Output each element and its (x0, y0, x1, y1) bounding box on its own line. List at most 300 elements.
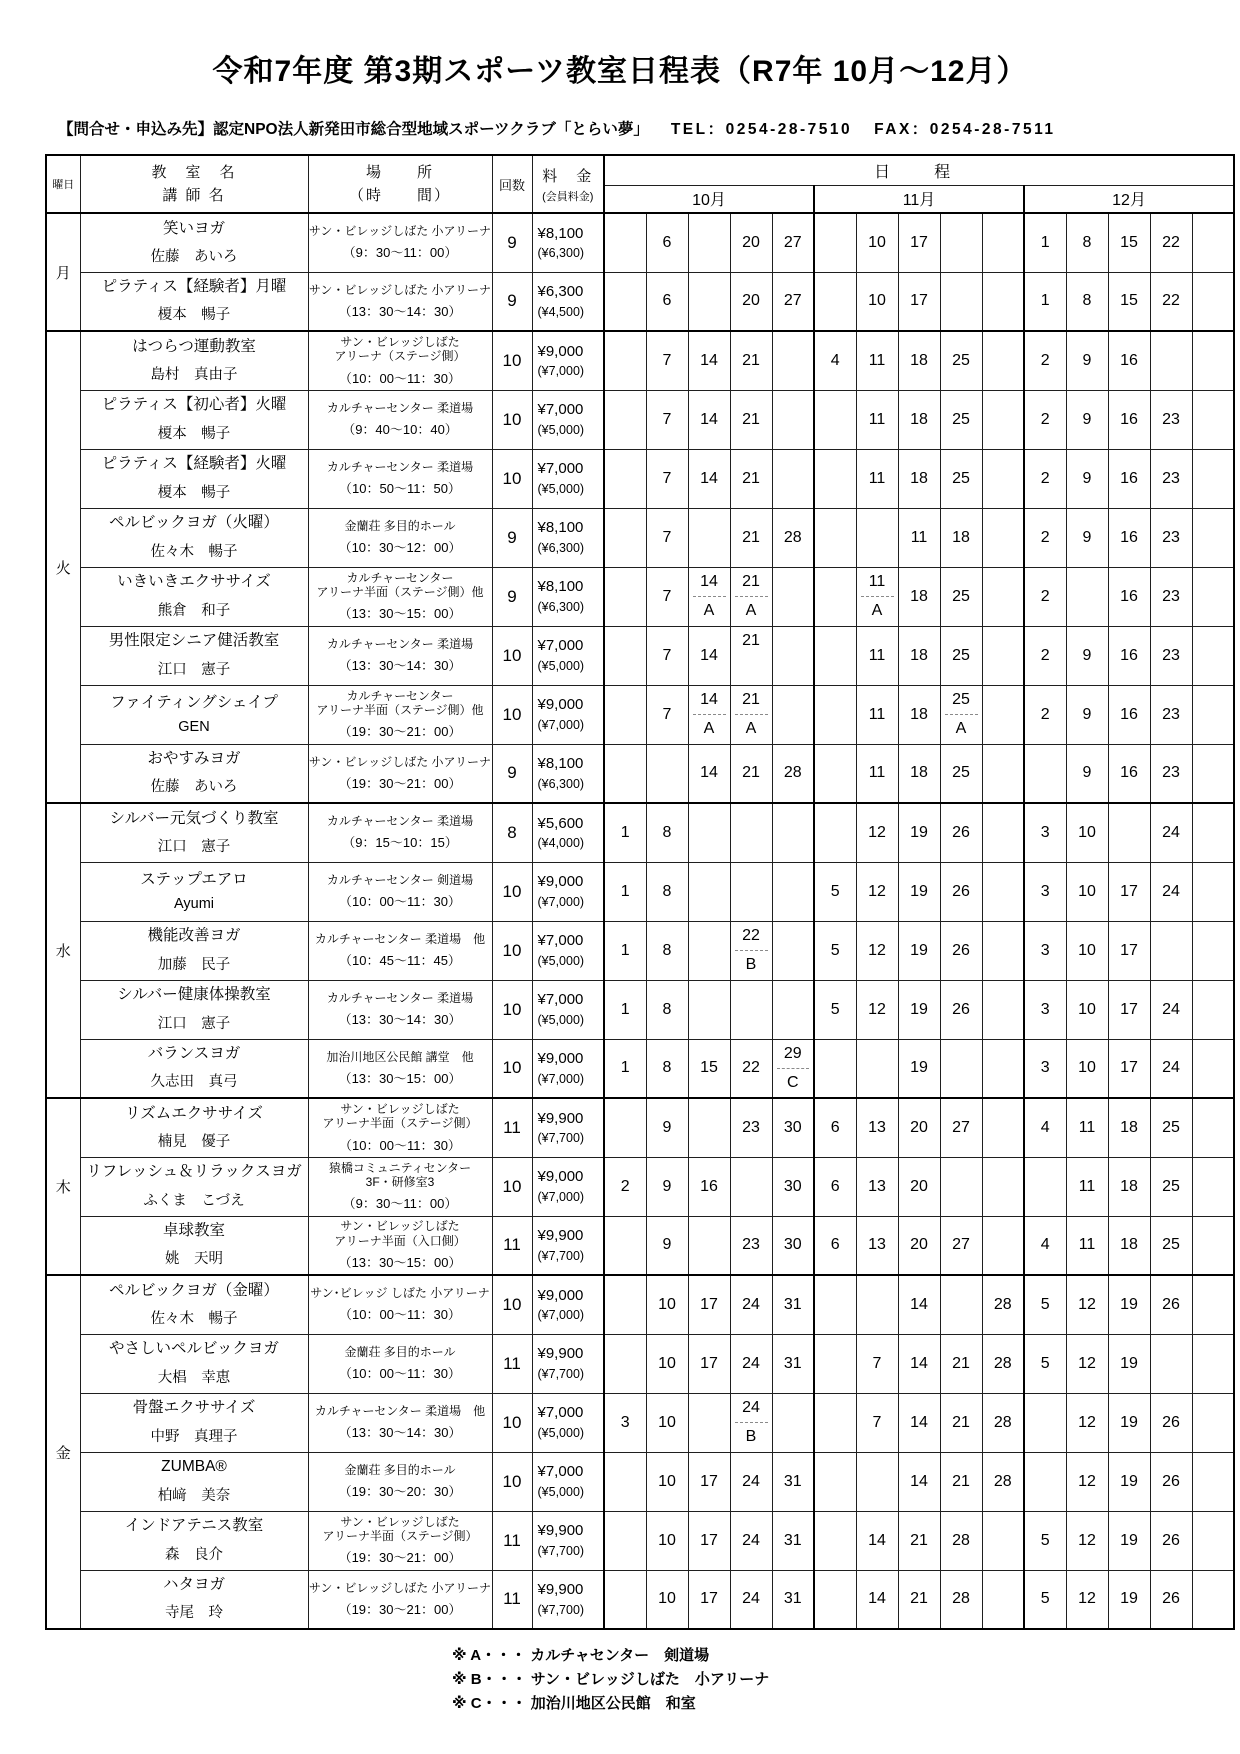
date-cell (814, 685, 856, 744)
place-cell (308, 1157, 492, 1216)
date-cell: 16 (1108, 331, 1150, 390)
date-cell (1192, 390, 1234, 449)
date-cell: 1 (1024, 272, 1066, 331)
date-cell (688, 1393, 730, 1452)
session-count: 10 (492, 1393, 532, 1452)
date-cell: 14 (688, 626, 730, 685)
session-count: 10 (492, 921, 532, 980)
notes (452, 1644, 1240, 1716)
date-cell: 10 (1066, 803, 1108, 862)
fee: ¥8,100 (537, 519, 584, 537)
fee: ¥9,000 (537, 1168, 584, 1186)
date-cell (1108, 803, 1150, 862)
fee-cell (532, 567, 604, 626)
place-name: 金蘭荘 多目的ホール (344, 1344, 456, 1359)
date-cell: 7 (646, 626, 688, 685)
place-cell (308, 1511, 492, 1570)
date-cell: 14 (898, 1275, 940, 1334)
date-cell (688, 862, 730, 921)
session-count: 10 (492, 1157, 532, 1216)
col-header-place-name: 場 所 (365, 163, 434, 181)
col-header-fee-label: 料 金 (542, 167, 594, 185)
date-cell: 23 (1150, 626, 1192, 685)
date-cell: 12 (1066, 1275, 1108, 1334)
member-fee: (¥6,300) (537, 599, 585, 614)
date-cell (730, 685, 772, 744)
place-name: カルチャーセンター 柔道場 他 (314, 1403, 486, 1418)
date-cell (1192, 626, 1234, 685)
date-cell: 15 (1108, 272, 1150, 331)
date-cell (1024, 1157, 1066, 1216)
fee: ¥7,000 (537, 637, 584, 655)
date-value: 24 (742, 1399, 760, 1416)
date-venue-code: B (735, 1422, 768, 1451)
date-cell (1192, 508, 1234, 567)
date-cell: 27 (940, 1098, 982, 1157)
date-cell: 16 (1108, 685, 1150, 744)
fee: ¥7,000 (537, 1463, 584, 1481)
class-row (46, 1098, 1234, 1157)
place-name: カルチャーセンター 柔道場 (326, 459, 474, 474)
date-cell: 1 (1024, 213, 1066, 272)
class-cell (80, 1334, 308, 1393)
date-split (689, 686, 730, 743)
member-fee: (¥5,000) (537, 1484, 585, 1499)
class-time: （19：30～21：00） (338, 775, 462, 791)
date-cell (1192, 567, 1234, 626)
date-venue-code: A (861, 596, 894, 625)
session-count: 10 (492, 980, 532, 1039)
date-cell: 17 (1108, 980, 1150, 1039)
date-cell: 3 (1024, 1039, 1066, 1098)
member-fee: (¥5,000) (537, 481, 585, 496)
date-cell: 14 (688, 744, 730, 803)
date-cell: 17 (688, 1334, 730, 1393)
class-name: おやすみヨガ (147, 750, 241, 768)
date-cell (730, 1157, 772, 1216)
place-name: サン・ビレッジしばた 小アリーナ (308, 224, 492, 239)
member-fee: (¥7,000) (537, 1071, 585, 1086)
date-cell: 30 (772, 1157, 814, 1216)
month-header-october: 10月 (604, 185, 814, 213)
date-cell (1192, 1157, 1234, 1216)
place-cell (308, 1334, 492, 1393)
date-cell: 22 (1150, 213, 1192, 272)
session-count: 11 (492, 1511, 532, 1570)
date-cell: 9 (1066, 508, 1108, 567)
date-cell: 31 (772, 1452, 814, 1511)
date-cell (1150, 1334, 1192, 1393)
date-cell: 19 (898, 921, 940, 980)
class-row (46, 1511, 1234, 1570)
date-value: 14 (700, 691, 718, 708)
instructor-name: 楠見 優子 (157, 1133, 231, 1150)
date-cell: 9 (1066, 685, 1108, 744)
date-cell: 14 (898, 1393, 940, 1452)
date-cell: 18 (898, 567, 940, 626)
date-cell: 23 (730, 1098, 772, 1157)
date-cell: 23 (1150, 449, 1192, 508)
class-row (46, 626, 1234, 685)
class-time: （13：30～14：30） (338, 1425, 462, 1441)
place-cell (308, 508, 492, 567)
class-name: 男性限定シニア健活教室 (108, 632, 280, 650)
date-cell: 2 (1024, 567, 1066, 626)
date-cell: 20 (898, 1216, 940, 1275)
date-cell (688, 921, 730, 980)
date-cell (1192, 449, 1234, 508)
date-cell: 24 (730, 1452, 772, 1511)
date-cell: 8 (646, 1039, 688, 1098)
date-cell (982, 331, 1024, 390)
date-cell (814, 1275, 856, 1334)
instructor-name: 柏﨑 美奈 (157, 1487, 231, 1504)
date-cell (604, 744, 646, 803)
date-cell (982, 626, 1024, 685)
note-b: ※ B・・・ サン・ビレッジしばた 小アリーナ (452, 1671, 770, 1688)
date-cell: 27 (772, 272, 814, 331)
date-cell: 17 (688, 1275, 730, 1334)
date-cell: 19 (1108, 1452, 1150, 1511)
fee-cell (532, 1334, 604, 1393)
class-name: ファイティングシェイプ (110, 693, 278, 711)
class-name: ペルビックヨガ（金曜） (109, 1281, 279, 1299)
date-cell (982, 921, 1024, 980)
col-header-day: 曜日 (46, 155, 80, 213)
date-split (689, 568, 730, 625)
place-name: サン･ビレッジ しばた 小アリーナ (310, 1286, 490, 1301)
date-cell: 19 (1108, 1570, 1150, 1629)
date-cell (1024, 1393, 1066, 1452)
date-cell: 10 (646, 1275, 688, 1334)
month-header-november: 11月 (814, 185, 1024, 213)
date-cell: 12 (856, 803, 898, 862)
session-count: 9 (492, 567, 532, 626)
class-time: （10：30～12：00） (338, 540, 462, 556)
class-row (46, 1216, 1234, 1275)
place-cell (308, 1216, 492, 1275)
date-cell (982, 213, 1024, 272)
class-name: バランスヨガ (147, 1045, 241, 1063)
class-row (46, 862, 1234, 921)
place-cell (308, 1039, 492, 1098)
date-cell: 15 (1108, 213, 1150, 272)
date-cell (1192, 862, 1234, 921)
date-cell: 9 (1066, 449, 1108, 508)
date-cell: 9 (1066, 744, 1108, 803)
class-row (46, 980, 1234, 1039)
class-name: ペルビックヨガ（火曜） (109, 514, 279, 532)
date-cell: 13 (856, 1098, 898, 1157)
member-fee: (¥7,700) (537, 1543, 585, 1558)
fax-number: FAX：0254-28-7511 (874, 121, 1056, 138)
date-cell: 19 (898, 980, 940, 1039)
col-header-member-fee: (会員料金) (542, 190, 594, 203)
date-split (773, 1040, 814, 1097)
place-name: アリーナ半面（ステージ側）他 (316, 585, 484, 599)
fee: ¥9,000 (537, 696, 584, 714)
date-cell: 3 (1024, 803, 1066, 862)
date-cell: 24 (730, 1334, 772, 1393)
member-fee: (¥7,000) (537, 1189, 585, 1204)
member-fee: (¥5,000) (537, 953, 585, 968)
date-cell (1066, 567, 1108, 626)
class-time: （9：40～10：40） (342, 422, 458, 438)
col-header-count: 回数 (492, 155, 532, 213)
date-cell (1192, 685, 1234, 744)
date-value: 14 (700, 573, 718, 590)
date-cell: 10 (646, 1511, 688, 1570)
date-cell (604, 213, 646, 272)
date-cell: 18 (898, 390, 940, 449)
instructor-name: 姚 天明 (165, 1251, 223, 1268)
date-cell (982, 272, 1024, 331)
instructor-name: 佐藤 あいろ (150, 248, 238, 265)
date-cell: 16 (1108, 567, 1150, 626)
date-cell: 16 (1108, 626, 1150, 685)
date-cell (604, 1452, 646, 1511)
member-fee: (¥5,000) (537, 1425, 585, 1440)
col-header-schedule: 日 程 (604, 155, 1234, 185)
date-cell: 5 (1024, 1570, 1066, 1629)
date-cell (982, 390, 1024, 449)
date-cell (688, 213, 730, 272)
session-count: 11 (492, 1334, 532, 1393)
instructor-name: 島村 真由子 (150, 366, 238, 383)
date-cell: 26 (940, 980, 982, 1039)
date-cell (982, 803, 1024, 862)
col-header-class-name: 教 室 名 (151, 163, 237, 181)
instructor-name: 江口 憲子 (157, 838, 231, 855)
class-time: （9：15～10：15） (342, 835, 458, 851)
date-cell: 28 (982, 1452, 1024, 1511)
place-cell (308, 390, 492, 449)
date-cell (814, 272, 856, 331)
class-cell (80, 1570, 308, 1629)
date-cell: 6 (646, 272, 688, 331)
date-cell (730, 626, 772, 685)
place-cell (308, 1275, 492, 1334)
date-cell: 18 (1108, 1098, 1150, 1157)
class-cell (80, 626, 308, 685)
date-cell: 17 (688, 1511, 730, 1570)
class-cell (80, 508, 308, 567)
date-cell: 7 (646, 685, 688, 744)
class-row (46, 508, 1234, 567)
fee: ¥7,000 (537, 460, 584, 478)
date-cell: 12 (1066, 1452, 1108, 1511)
place-name: サン・ビレッジしばた (340, 1219, 460, 1234)
class-cell (80, 744, 308, 803)
place-name: カルチャーセンター 柔道場 (326, 814, 474, 829)
session-count: 10 (492, 685, 532, 744)
date-cell: 28 (772, 508, 814, 567)
date-cell: 3 (604, 1393, 646, 1452)
date-cell (1192, 921, 1234, 980)
date-cell (814, 1511, 856, 1570)
date-cell: 19 (898, 862, 940, 921)
class-row (46, 567, 1234, 626)
date-cell: 7 (646, 508, 688, 567)
place-name: カルチャーセンター 柔道場 他 (314, 931, 486, 946)
class-name: ステップエアロ (140, 870, 248, 888)
date-cell (772, 803, 814, 862)
date-cell (604, 685, 646, 744)
date-cell (814, 390, 856, 449)
class-row (46, 685, 1234, 744)
date-cell (982, 508, 1024, 567)
date-cell: 5 (814, 980, 856, 1039)
instructor-name: 森 良介 (165, 1546, 223, 1563)
schedule-table (45, 154, 1235, 1630)
date-cell (1192, 1216, 1234, 1275)
date-cell: 3 (1024, 921, 1066, 980)
date-cell (856, 567, 898, 626)
date-cell: 8 (646, 862, 688, 921)
fee-cell (532, 508, 604, 567)
date-cell: 10 (1066, 1039, 1108, 1098)
class-row (46, 921, 1234, 980)
day-cell: 水 (46, 803, 80, 1098)
date-cell: 25 (1150, 1216, 1192, 1275)
fee: ¥9,900 (537, 1345, 584, 1363)
date-cell: 11 (1066, 1157, 1108, 1216)
date-cell (1024, 744, 1066, 803)
date-cell: 18 (898, 685, 940, 744)
class-name: シルバー元気づくり教室 (109, 809, 279, 827)
date-cell (982, 1157, 1024, 1216)
place-name: アリーナ半面（ステージ側） (322, 1116, 478, 1131)
date-cell: 31 (772, 1511, 814, 1570)
class-time: （10：00～11：30） (339, 1307, 461, 1323)
class-time: （10：00～11：30） (339, 1366, 461, 1382)
date-cell: 21 (730, 331, 772, 390)
day-cell: 木 (46, 1098, 80, 1275)
date-cell: 25 (940, 626, 982, 685)
member-fee: (¥7,700) (537, 1131, 585, 1145)
instructor-name: 久志田 真弓 (150, 1074, 238, 1091)
date-cell (814, 1452, 856, 1511)
fee-cell (532, 803, 604, 862)
date-cell: 27 (772, 213, 814, 272)
class-name: ピラティス【経験者】月曜 (101, 278, 287, 296)
place-name: カルチャーセンター 柔道場 (326, 990, 474, 1005)
date-cell: 7 (646, 449, 688, 508)
date-cell: 12 (1066, 1334, 1108, 1393)
place-cell (308, 685, 492, 744)
fee: ¥9,900 (537, 1581, 584, 1598)
class-time: （19：30～21：00） (338, 1601, 462, 1617)
date-cell (982, 1039, 1024, 1098)
date-cell (856, 1275, 898, 1334)
place-name: カルチャーセンター 柔道場 (326, 636, 474, 651)
date-venue-code: A (693, 714, 726, 743)
class-name: リフレッシュ＆リラックスヨガ (86, 1163, 302, 1181)
date-cell: 12 (1066, 1393, 1108, 1452)
class-time: （10：00～11：30） (339, 894, 461, 910)
date-cell: 16 (1108, 390, 1150, 449)
place-name: 猿橋コミュニティセンター (328, 1160, 472, 1175)
date-cell: 5 (814, 862, 856, 921)
date-cell (1192, 1393, 1234, 1452)
class-cell (80, 1393, 308, 1452)
date-cell (982, 685, 1024, 744)
date-cell: 8 (1066, 272, 1108, 331)
date-cell (814, 803, 856, 862)
date-cell (604, 1570, 646, 1629)
place-name: サン・ビレッジしばた (340, 1101, 460, 1116)
class-cell (80, 1216, 308, 1275)
date-cell: 30 (772, 1216, 814, 1275)
class-row (46, 390, 1234, 449)
member-fee: (¥4,000) (537, 836, 585, 850)
date-cell: 28 (982, 1393, 1024, 1452)
class-cell (80, 449, 308, 508)
instructor-name: 榎本 暢子 (157, 484, 231, 501)
class-time: （19：30～21：00） (338, 1550, 462, 1566)
date-cell: 26 (1150, 1393, 1192, 1452)
date-split (731, 627, 772, 684)
class-cell (80, 803, 308, 862)
date-cell: 19 (898, 803, 940, 862)
date-cell: 25 (940, 390, 982, 449)
date-cell: 21 (730, 449, 772, 508)
col-header-time: （時 間） (348, 187, 451, 204)
place-name: カルチャーセンター 剣道場 (326, 872, 474, 887)
date-cell: 12 (1066, 1570, 1108, 1629)
note-a: ※ A・・・ カルチャセンター 剣道場 (452, 1647, 710, 1664)
date-cell: 7 (646, 390, 688, 449)
date-cell: 20 (730, 213, 772, 272)
date-cell: 14 (688, 390, 730, 449)
date-cell: 25 (1150, 1098, 1192, 1157)
place-name: サン・ビレッジしばた 小アリーナ (308, 754, 492, 769)
date-value: 29 (783, 1044, 802, 1062)
date-cell (604, 508, 646, 567)
class-time: （19：30～21：00） (338, 724, 462, 740)
class-name: 機能改善ヨガ (147, 927, 241, 945)
date-cell: 1 (604, 980, 646, 1039)
date-cell: 11 (856, 744, 898, 803)
date-cell: 21 (730, 508, 772, 567)
instructor-name: 江口 憲子 (157, 1015, 231, 1032)
date-cell (814, 567, 856, 626)
date-cell: 23 (1150, 685, 1192, 744)
class-cell (80, 921, 308, 980)
date-cell: 10 (646, 1452, 688, 1511)
class-cell (80, 862, 308, 921)
date-cell: 6 (814, 1098, 856, 1157)
class-row (46, 1157, 1234, 1216)
date-cell (1150, 331, 1192, 390)
col-header-class (80, 155, 308, 213)
date-cell: 17 (688, 1452, 730, 1511)
date-cell (604, 390, 646, 449)
class-row (46, 744, 1234, 803)
fee: ¥6,300 (537, 283, 584, 300)
instructor-name: 佐々木 暢子 (150, 543, 238, 560)
class-row (46, 213, 1234, 272)
place-name: 金蘭荘 多目的ホール (344, 518, 456, 533)
instructor-name: 中野 真理子 (150, 1428, 238, 1445)
place-name: 3F・研修室3 (365, 1175, 435, 1189)
member-fee: (¥5,000) (537, 658, 585, 673)
fee-cell (532, 744, 604, 803)
date-split (731, 1394, 772, 1451)
date-cell (1192, 1452, 1234, 1511)
date-cell: 2 (1024, 331, 1066, 390)
date-cell (982, 1098, 1024, 1157)
